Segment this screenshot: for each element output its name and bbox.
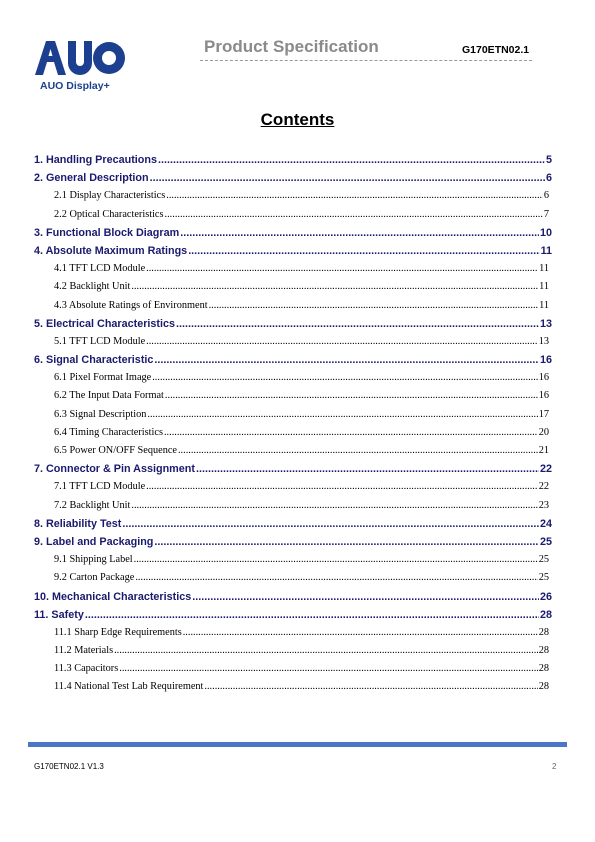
toc-section-entry[interactable] — [34, 588, 552, 606]
toc-subsection-entry[interactable] — [34, 424, 552, 442]
toc-entry-title: 11.3 Capacitors — [54, 663, 119, 675]
toc-entry-page: 21 — [538, 445, 549, 456]
dot-leader — [146, 478, 538, 496]
dot-leader — [165, 206, 543, 224]
toc-entry-page: 22 — [538, 481, 549, 493]
toc-section-entry[interactable] — [34, 169, 552, 187]
toc-entry-title: 6.4 Timing Characteristics — [54, 426, 163, 438]
document-title: Product Specification — [204, 37, 379, 56]
toc-entry-title: 4.3 Absolute Ratings of Environment — [54, 299, 208, 311]
toc-entry-title: 4.1 TFT LCD Module — [54, 263, 146, 275]
toc-entry-title: 10. Mechanical Characteristics — [34, 590, 192, 603]
toc-subsection-entry[interactable] — [34, 369, 552, 387]
dot-leader — [164, 424, 538, 442]
toc-entry-title: 6.2 The Input Data Format — [54, 390, 164, 402]
toc-entry-page: 13 — [538, 335, 549, 347]
dot-leader — [183, 624, 538, 642]
toc-subsection-entry[interactable] — [34, 278, 552, 296]
toc-entry-page: 11 — [539, 263, 549, 275]
dot-leader — [147, 406, 537, 424]
toc-entry-page: 28 — [538, 663, 549, 675]
dot-leader — [176, 315, 539, 333]
toc-entry-title: 6.1 Pixel Format Image — [54, 372, 152, 384]
toc-entry-title: 3. Functional Block Diagram — [34, 226, 180, 239]
toc-entry-title: 6.5 Power ON/OFF Sequence — [54, 445, 177, 456]
dot-leader — [150, 169, 545, 187]
toc-subsection-entry[interactable] — [34, 260, 552, 278]
toc-entry-page: 16 — [538, 390, 549, 402]
toc-entry-title: 7.1 TFT LCD Module — [54, 481, 146, 493]
toc-entry-page: 26 — [539, 590, 552, 603]
toc-entry-title: 4. Absolute Maximum Ratings — [34, 244, 188, 257]
toc-entry-page: 22 — [539, 463, 552, 476]
toc-entry-page: 23 — [538, 499, 549, 511]
dot-leader — [204, 678, 537, 696]
toc-subsection-entry[interactable] — [34, 678, 552, 696]
auo-logo — [35, 41, 125, 75]
header-divider — [200, 60, 532, 61]
dot-leader — [131, 278, 538, 296]
toc-entry-title: 9. Label and Packaging — [34, 535, 154, 548]
table-of-contents — [34, 151, 552, 697]
toc-subsection-entry[interactable] — [34, 660, 552, 678]
toc-entry-page: 17 — [538, 408, 549, 420]
toc-entry-page: 20 — [538, 426, 549, 438]
toc-entry-title: 7.2 Backlight Unit — [54, 499, 131, 511]
toc-entry-title: 5. Electrical Characteristics — [34, 317, 176, 330]
toc-entry-title: 2.1 Display Characteristics — [54, 190, 166, 202]
model-number: G170ETN02.1 — [462, 44, 530, 56]
toc-subsection-entry[interactable] — [34, 551, 552, 569]
dot-leader — [146, 333, 538, 351]
dot-leader — [209, 297, 538, 315]
dot-leader — [178, 442, 538, 460]
toc-entry-page: 28 — [538, 681, 549, 693]
toc-entry-page: 10 — [539, 226, 552, 239]
toc-section-entry[interactable] — [34, 224, 552, 242]
dot-leader — [158, 151, 545, 169]
toc-section-entry[interactable] — [34, 315, 552, 333]
toc-section-entry[interactable] — [34, 533, 552, 551]
toc-section-entry[interactable] — [34, 242, 552, 260]
dot-leader — [154, 351, 539, 369]
toc-entry-title: 9.2 Carton Package — [54, 572, 135, 584]
toc-subsection-entry[interactable] — [34, 569, 552, 587]
toc-entry-title: 2.2 Optical Characteristics — [54, 208, 164, 220]
dot-leader — [122, 515, 539, 533]
toc-entry-page: 7 — [543, 208, 549, 220]
toc-entry-page: 5 — [545, 154, 552, 166]
toc-entry-title: 6. Signal Characteristic — [34, 354, 154, 367]
toc-entry-title: 11. Safety — [34, 608, 84, 621]
dot-leader — [154, 533, 539, 551]
toc-entry-title: 9.1 Shipping Label — [54, 554, 133, 566]
dot-leader — [131, 497, 537, 515]
dot-leader — [192, 588, 539, 606]
dot-leader — [146, 260, 538, 278]
toc-entry-title: 11.2 Materials — [54, 645, 114, 657]
toc-entry-title: 2. General Description — [34, 172, 149, 185]
toc-entry-page: 11 — [540, 244, 552, 257]
logo-subtitle: AUO Display+ — [40, 80, 110, 92]
toc-subsection-entry[interactable] — [34, 642, 552, 660]
toc-section-entry[interactable] — [34, 151, 552, 169]
toc-entry-title: 4.2 Backlight Unit — [54, 281, 131, 293]
toc-entry-page: 28 — [539, 608, 552, 621]
dot-leader — [180, 224, 539, 242]
toc-entry-page: 13 — [539, 317, 552, 330]
toc-subsection-entry[interactable] — [34, 297, 552, 315]
footer-page-number: 2 — [552, 762, 557, 771]
dot-leader — [85, 606, 539, 624]
dot-leader — [134, 551, 538, 569]
toc-section-entry[interactable] — [34, 606, 552, 624]
toc-section-entry[interactable] — [34, 460, 552, 478]
toc-entry-page: 25 — [538, 572, 549, 584]
toc-subsection-entry[interactable] — [34, 206, 552, 224]
toc-entry-title: 11.4 National Test Lab Requirement — [54, 681, 204, 693]
footer-bar — [28, 742, 567, 747]
toc-entry-page: 25 — [538, 554, 549, 566]
toc-subsection-entry[interactable] — [34, 387, 552, 405]
toc-entry-title: 7. Connector & Pin Assignment — [34, 463, 195, 476]
toc-entry-page: 28 — [538, 626, 549, 638]
dot-leader — [119, 660, 537, 678]
toc-entry-page: 25 — [539, 535, 552, 548]
toc-subsection-entry[interactable] — [34, 478, 552, 496]
toc-section-entry[interactable] — [34, 351, 552, 369]
toc-entry-title: 11.1 Sharp Edge Requirements — [54, 626, 182, 638]
toc-entry-page: 11 — [539, 281, 549, 293]
toc-subsection-entry[interactable] — [34, 333, 552, 351]
dot-leader — [166, 187, 543, 205]
toc-subsection-entry[interactable] — [34, 624, 552, 642]
dot-leader — [135, 569, 537, 587]
toc-entry-title: 1. Handling Precautions — [34, 154, 157, 166]
toc-entry-page: 16 — [538, 372, 549, 384]
toc-section-entry[interactable] — [34, 515, 552, 533]
toc-entry-title: 6.3 Signal Description — [54, 408, 147, 420]
toc-subsection-entry[interactable] — [34, 442, 552, 460]
toc-entry-page: 24 — [539, 517, 552, 530]
toc-entry-page: 11 — [539, 299, 549, 311]
dot-leader — [152, 369, 537, 387]
toc-subsection-entry[interactable] — [34, 497, 552, 515]
toc-entry-page: 28 — [538, 645, 549, 657]
toc-subsection-entry[interactable] — [34, 187, 552, 205]
dot-leader — [188, 242, 539, 260]
toc-entry-page: 6 — [543, 190, 549, 202]
toc-subsection-entry[interactable] — [34, 406, 552, 424]
dot-leader — [196, 460, 539, 478]
toc-entry-title: 5.1 TFT LCD Module — [54, 335, 146, 347]
toc-entry-title: 8. Reliability Test — [34, 517, 122, 530]
dot-leader — [114, 642, 538, 660]
dot-leader — [165, 387, 538, 405]
toc-entry-page: 16 — [539, 354, 552, 367]
toc-entry-page: 6 — [545, 172, 552, 185]
contents-heading: Contents — [260, 110, 335, 129]
footer-doc-version: G170ETN02.1 V1.3 — [34, 762, 104, 771]
